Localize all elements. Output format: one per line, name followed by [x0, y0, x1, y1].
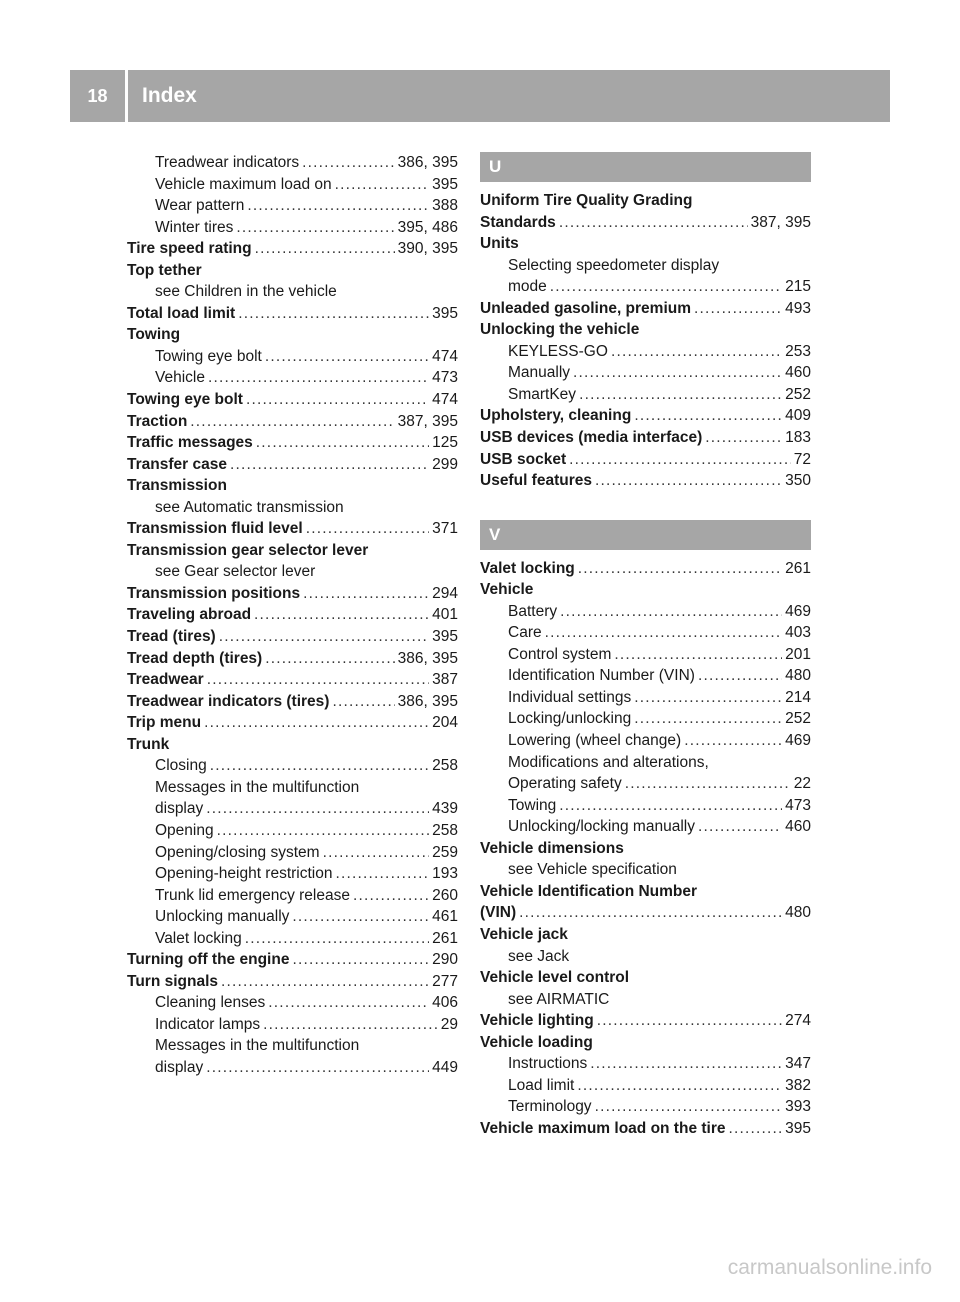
index-subentry — [480, 644, 811, 666]
page-reference: 461 — [432, 908, 458, 926]
index-subentry — [127, 1014, 458, 1036]
entry-label: Wear pattern — [155, 197, 245, 215]
index-subentry — [480, 708, 811, 730]
entry-label: Trip menu — [127, 714, 202, 732]
page-reference: 474 — [432, 347, 458, 365]
index-entry — [480, 427, 811, 449]
entry-label: Load limit — [508, 1076, 575, 1094]
page-reference: 22 — [793, 775, 811, 793]
entry-label: Opening/closing system — [155, 843, 320, 861]
index-subentry — [127, 497, 458, 519]
index-subentry — [480, 1053, 811, 1075]
section-letter-header: U — [480, 152, 811, 182]
page-reference: 395 — [785, 1119, 811, 1137]
index-subentry — [127, 906, 458, 928]
page-reference: 72 — [793, 450, 811, 468]
index-entry — [480, 1032, 811, 1054]
dot-leader — [303, 583, 429, 605]
index-entry — [480, 470, 811, 492]
index-entry — [127, 583, 458, 605]
entry-label: Locking/unlocking — [508, 710, 632, 728]
index-column-left — [127, 152, 458, 1079]
entry-label: see Automatic transmission — [155, 498, 344, 516]
index-subentry — [127, 777, 458, 799]
dot-leader — [292, 949, 429, 971]
page-reference: 386, 395 — [397, 154, 458, 171]
page-reference: 258 — [432, 821, 458, 839]
index-entry — [480, 1010, 811, 1032]
page-reference: 387 — [432, 671, 458, 689]
index-subentry — [480, 384, 811, 406]
dot-leader — [577, 1075, 782, 1097]
entry-label: Unleaded gasoline, premium — [480, 299, 692, 317]
entry-label: Opening — [155, 821, 214, 839]
entry-label: Turn signals — [127, 972, 219, 990]
index-entry — [127, 540, 458, 562]
dot-leader — [208, 367, 429, 389]
entry-label: Treadwear indicators (tires) — [127, 692, 330, 710]
index-entry — [480, 319, 811, 341]
entry-label: Cleaning lenses — [155, 994, 266, 1012]
dot-leader — [614, 644, 782, 666]
page-reference: 125 — [432, 434, 458, 452]
entry-label: Transmission — [127, 477, 227, 495]
dot-leader — [625, 773, 791, 795]
dot-leader — [684, 730, 782, 752]
entry-label: Towing eye bolt — [127, 391, 243, 409]
entry-label: Closing — [155, 757, 207, 775]
index-subentry — [480, 730, 811, 752]
page-reference: 215 — [785, 278, 811, 296]
index-entry — [127, 626, 458, 648]
entry-label: Total load limit — [127, 304, 236, 322]
index-entry — [127, 691, 458, 713]
dot-leader — [265, 346, 429, 368]
section-letter-header: V — [480, 520, 811, 550]
entry-label: Vehicle jack — [480, 925, 568, 943]
entry-label: display — [155, 800, 204, 818]
index-entry — [127, 260, 458, 282]
page-reference: 347 — [785, 1055, 811, 1073]
index-subentry — [480, 795, 811, 817]
page-reference: 473 — [785, 796, 811, 814]
entry-label: Modifications and alterations, — [508, 753, 709, 771]
dot-leader — [578, 558, 782, 580]
index-subentry — [127, 367, 458, 389]
dot-leader — [729, 1118, 783, 1140]
entry-label: Indicator lamps — [155, 1015, 261, 1033]
index-subentry — [127, 281, 458, 303]
page-reference: 260 — [432, 886, 458, 904]
section-spacer — [480, 492, 811, 520]
dot-leader — [590, 1053, 782, 1075]
index-subentry — [127, 820, 458, 842]
entry-label: Tread depth (tires) — [127, 649, 263, 667]
dot-leader — [634, 687, 782, 709]
index-subentry — [480, 752, 811, 774]
dot-leader — [519, 902, 782, 924]
entry-label: Towing eye bolt — [155, 347, 262, 365]
page-reference: 204 — [432, 714, 458, 732]
entry-label: Useful features — [480, 472, 592, 490]
page-reference: 387, 395 — [397, 412, 458, 430]
dot-leader — [545, 622, 783, 644]
entry-label: Transmission gear selector lever — [127, 541, 369, 559]
index-subentry — [480, 255, 811, 277]
index-subentry — [127, 798, 458, 820]
page-reference: 201 — [785, 645, 811, 663]
dot-leader — [204, 712, 429, 734]
page-reference: 393 — [785, 1098, 811, 1116]
dot-leader — [595, 470, 782, 492]
dot-leader — [238, 303, 429, 325]
index-entry — [127, 971, 458, 993]
entry-label: see Children in the vehicle — [155, 283, 337, 301]
entry-label: Vehicle — [155, 369, 205, 387]
index-entry — [127, 669, 458, 691]
page-reference: 390, 395 — [397, 240, 458, 258]
index-subentry — [127, 992, 458, 1014]
page-reference: 460 — [785, 364, 811, 382]
page-reference: 386, 395 — [397, 692, 458, 710]
page-reference: 290 — [432, 951, 458, 969]
entry-label: Top tether — [127, 261, 202, 279]
index-entry — [480, 924, 811, 946]
dot-leader — [353, 885, 429, 907]
entry-label: see AIRMATIC — [508, 990, 610, 1008]
index-subentry — [480, 773, 811, 795]
page-reference: 382 — [785, 1076, 811, 1094]
entry-label: Treadwear — [127, 671, 204, 689]
dot-leader — [217, 820, 430, 842]
page-reference: 395 — [432, 304, 458, 322]
entry-label: Treadwear indicators — [155, 154, 300, 171]
page-reference: 449 — [432, 1058, 458, 1076]
page-reference: 395 — [432, 175, 458, 193]
index-subentry — [127, 152, 458, 174]
dot-leader — [705, 427, 782, 449]
entry-label: Valet locking — [155, 929, 242, 947]
dot-leader — [265, 648, 394, 670]
page-reference: 387, 395 — [750, 213, 811, 231]
page-reference: 439 — [432, 800, 458, 818]
page-reference: 29 — [440, 1015, 458, 1033]
index-subentry — [127, 561, 458, 583]
entry-label: Transfer case — [127, 455, 227, 473]
index-entry — [127, 475, 458, 497]
index-subentry — [480, 1096, 811, 1118]
page-reference: 274 — [785, 1012, 811, 1030]
dot-leader — [255, 238, 395, 260]
entry-label: Towing — [127, 326, 181, 344]
dot-leader — [332, 691, 394, 713]
dot-leader — [569, 449, 791, 471]
page-reference: 259 — [432, 843, 458, 861]
index-entry — [480, 881, 811, 903]
entry-label: see Vehicle specification — [508, 861, 677, 879]
dot-leader — [254, 604, 429, 626]
entry-label: Upholstery, cleaning — [480, 407, 632, 425]
header-divider — [125, 70, 128, 122]
page-reference: 493 — [785, 299, 811, 317]
entry-label: Trunk lid emergency release — [155, 886, 350, 904]
dot-leader — [292, 906, 429, 928]
entry-label: Vehicle dimensions — [480, 839, 624, 857]
dot-leader — [595, 1096, 783, 1118]
index-subentry — [480, 989, 811, 1011]
entry-label: Terminology — [508, 1098, 592, 1116]
index-subentry — [480, 601, 811, 623]
entry-label: (VIN) — [480, 904, 517, 922]
entry-label: Uniform Tire Quality Grading — [480, 192, 693, 209]
index-entry — [127, 389, 458, 411]
entry-label: KEYLESS-GO — [508, 342, 608, 360]
entry-label: Tire speed rating — [127, 240, 252, 258]
index-subentry — [127, 928, 458, 950]
index-subentry — [480, 687, 811, 709]
entry-label: Vehicle Identification Number — [480, 882, 698, 900]
index-subentry — [480, 362, 811, 384]
index-entry — [480, 298, 811, 320]
page-reference: 183 — [785, 429, 811, 447]
index-entry — [480, 902, 811, 924]
entry-label: Messages in the multifunction — [155, 778, 360, 796]
page-reference: 193 — [432, 865, 458, 883]
entry-label: Traction — [127, 412, 188, 430]
page-reference: 277 — [432, 972, 458, 990]
entry-label: Unlocking/locking manually — [508, 818, 695, 836]
entry-label: Opening-height restriction — [155, 865, 333, 883]
dot-leader — [263, 1014, 438, 1036]
dot-leader — [210, 755, 429, 777]
entry-label: Vehicle — [480, 581, 534, 599]
dot-leader — [190, 411, 394, 433]
entry-label: Unlocking the vehicle — [480, 321, 640, 339]
page-reference: 350 — [785, 472, 811, 490]
index-entry — [480, 558, 811, 580]
page-reference: 294 — [432, 584, 458, 602]
dot-leader — [236, 217, 394, 239]
dot-leader — [559, 795, 782, 817]
entry-label: Traveling abroad — [127, 606, 252, 624]
page-reference: 214 — [785, 688, 811, 706]
index-entry — [480, 967, 811, 989]
entry-label: Vehicle maximum load on — [155, 175, 332, 193]
entry-label: Vehicle level control — [480, 969, 630, 987]
dot-leader — [559, 212, 748, 234]
page-reference: 401 — [432, 606, 458, 624]
dot-leader — [611, 341, 782, 363]
dot-leader — [597, 1010, 782, 1032]
index-subentry — [480, 341, 811, 363]
entry-label: Identification Number (VIN) — [508, 667, 695, 685]
index-entry — [127, 432, 458, 454]
dot-leader — [268, 992, 429, 1014]
index-subentry — [127, 885, 458, 907]
entry-label: Transmission positions — [127, 584, 301, 602]
page-number: 18 — [87, 85, 108, 106]
page-reference: 480 — [785, 667, 811, 685]
index-subentry — [480, 276, 811, 298]
entry-label: USB socket — [480, 450, 567, 468]
page-reference: 469 — [785, 602, 811, 620]
index-entry — [480, 405, 811, 427]
page-reference: 253 — [785, 342, 811, 360]
page-reference: 474 — [432, 391, 458, 409]
page-reference: 252 — [785, 385, 811, 403]
index-subentry — [127, 1057, 458, 1079]
dot-leader — [302, 152, 395, 174]
index-entry — [127, 303, 458, 325]
dot-leader — [550, 276, 782, 298]
dot-leader — [323, 842, 430, 864]
page-reference: 403 — [785, 624, 811, 642]
dot-leader — [634, 405, 782, 427]
index-subentry — [480, 859, 811, 881]
index-subentry — [480, 622, 811, 644]
entry-label: Trunk — [127, 735, 170, 753]
dot-leader — [230, 454, 429, 476]
watermark: carmanualsonline.info — [727, 1256, 932, 1279]
index-entry — [480, 838, 811, 860]
index-entry — [127, 238, 458, 260]
index-subentry — [127, 346, 458, 368]
dot-leader — [579, 384, 782, 406]
dot-leader — [221, 971, 429, 993]
page-reference: 480 — [785, 904, 811, 922]
page-reference: 261 — [785, 559, 811, 577]
index-entry — [127, 734, 458, 756]
index-subentry — [127, 842, 458, 864]
entry-label: Selecting speedometer display — [508, 256, 720, 274]
index-entry — [127, 411, 458, 433]
page-reference: 409 — [785, 407, 811, 425]
dot-leader — [336, 863, 430, 885]
entry-label: Transmission fluid level — [127, 520, 303, 538]
page-reference: 371 — [432, 520, 458, 538]
index-entry — [127, 454, 458, 476]
index-subentry — [127, 755, 458, 777]
dot-leader — [207, 669, 429, 691]
entry-label: Winter tires — [155, 218, 234, 236]
dot-leader — [219, 626, 429, 648]
index-subentry — [127, 1035, 458, 1057]
entry-label: Standards — [480, 213, 556, 231]
page-reference: 395, 486 — [397, 218, 458, 236]
index-entry — [480, 579, 811, 601]
page-header — [70, 70, 890, 122]
entry-label: see Gear selector lever — [155, 563, 316, 581]
entry-label: Instructions — [508, 1055, 588, 1073]
page-reference: 473 — [432, 369, 458, 387]
dot-leader — [560, 601, 782, 623]
index-subentry — [480, 1075, 811, 1097]
index-entry — [480, 233, 811, 255]
index-subentry — [127, 217, 458, 239]
page-title: Index — [142, 84, 197, 107]
entry-label: Care — [508, 624, 542, 642]
page-reference: 395 — [432, 628, 458, 646]
entry-label: Tread (tires) — [127, 628, 216, 646]
entry-label: Towing — [508, 796, 557, 814]
index-subentry — [480, 946, 811, 968]
entry-label: Vehicle loading — [480, 1033, 593, 1051]
index-entry — [127, 604, 458, 626]
dot-leader — [573, 362, 782, 384]
page-reference: 406 — [432, 994, 458, 1012]
entry-label: Vehicle maximum load on the tire — [480, 1119, 726, 1137]
dot-leader — [698, 816, 782, 838]
entry-label: display — [155, 1058, 204, 1076]
index-entry — [127, 324, 458, 346]
dot-leader — [206, 798, 429, 820]
entry-label: Control system — [508, 645, 612, 663]
entry-label: Unlocking manually — [155, 908, 290, 926]
index-entry — [127, 518, 458, 540]
entry-label: SmartKey — [508, 385, 577, 403]
entry-label: Vehicle lighting — [480, 1012, 594, 1030]
index-entry — [480, 1118, 811, 1140]
index-subentry — [127, 863, 458, 885]
index-subentry — [127, 174, 458, 196]
page-reference: 388 — [432, 197, 458, 215]
dot-leader — [694, 298, 782, 320]
entry-label: USB devices (media interface) — [480, 429, 703, 447]
index-entry — [127, 949, 458, 971]
page-reference: 261 — [432, 929, 458, 947]
entry-label: Turning off the engine — [127, 951, 290, 969]
dot-leader — [335, 174, 430, 196]
entry-label: Traffic messages — [127, 434, 253, 452]
index-entry — [480, 449, 811, 471]
dot-leader — [247, 195, 429, 217]
dot-leader — [245, 928, 429, 950]
entry-label: mode — [508, 278, 547, 296]
dot-leader — [634, 708, 782, 730]
page-reference: 258 — [432, 757, 458, 775]
dot-leader — [256, 432, 429, 454]
entry-label: Units — [480, 235, 519, 253]
entry-label: see Jack — [508, 947, 570, 965]
entry-label: Manually — [508, 364, 571, 382]
index-entry — [127, 712, 458, 734]
dot-leader — [306, 518, 429, 540]
index-entry — [127, 648, 458, 670]
page-reference: 460 — [785, 818, 811, 836]
index-entry — [480, 212, 811, 234]
entry-label: Battery — [508, 602, 558, 620]
dot-leader — [206, 1057, 429, 1079]
entry-label: Operating safety — [508, 775, 622, 793]
entry-label: Individual settings — [508, 688, 632, 706]
index-subentry — [127, 195, 458, 217]
index-entry — [480, 190, 811, 212]
index-subentry — [480, 665, 811, 687]
index-subentry — [480, 816, 811, 838]
page-reference: 386, 395 — [397, 649, 458, 667]
entry-label: Valet locking — [480, 559, 575, 577]
page-reference: 469 — [785, 732, 811, 750]
dot-leader — [246, 389, 429, 411]
page-reference: 252 — [785, 710, 811, 728]
page-reference: 299 — [432, 455, 458, 473]
entry-label: Lowering (wheel change) — [508, 732, 682, 750]
dot-leader — [698, 665, 782, 687]
index-column-right — [480, 152, 811, 1139]
entry-label: Messages in the multifunction — [155, 1037, 360, 1055]
